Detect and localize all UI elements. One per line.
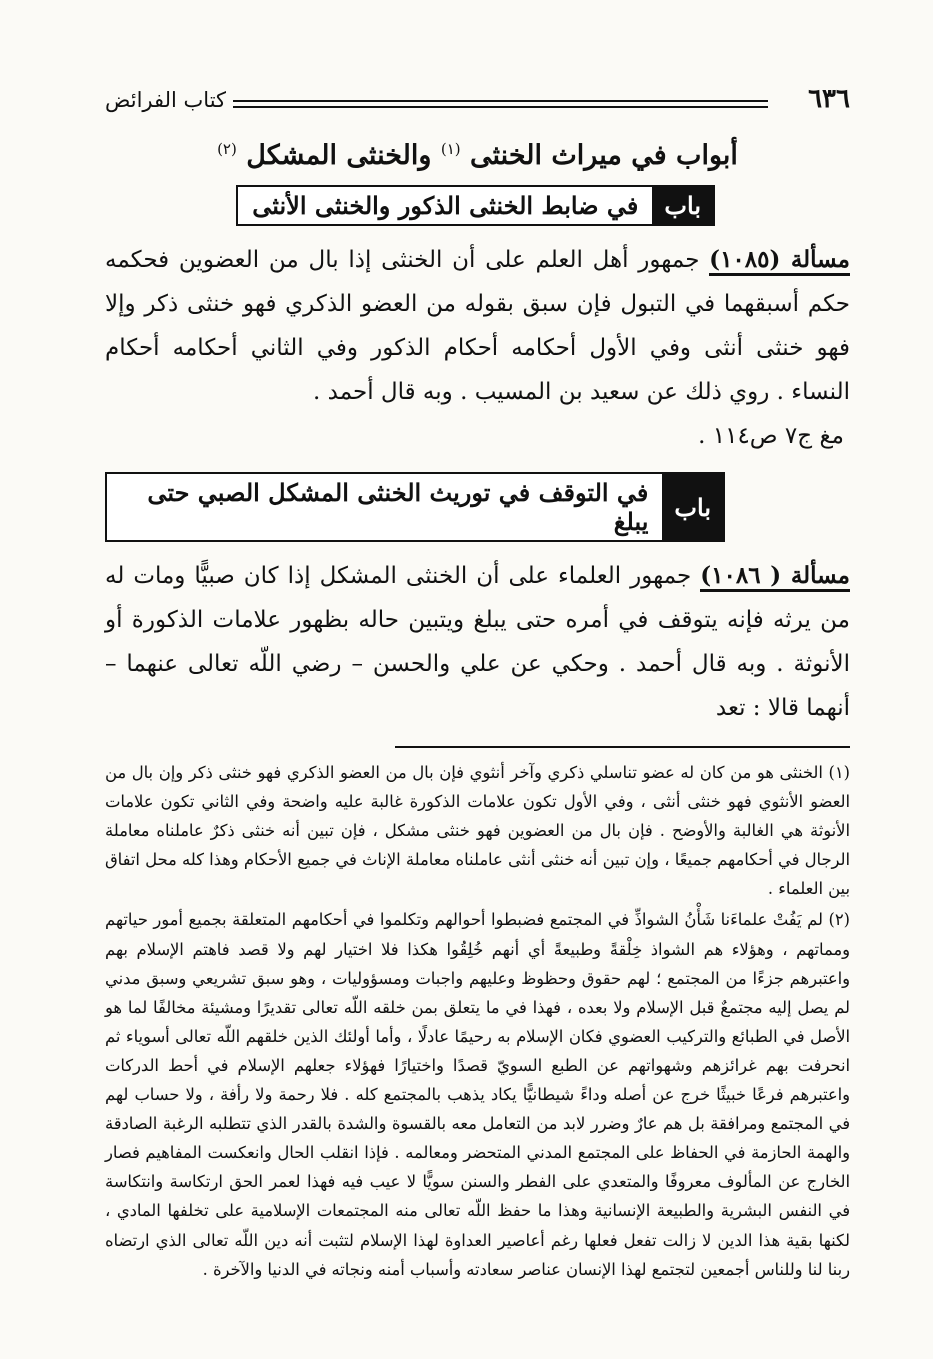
- issue-label: مسألة ( ١٠٨٦): [700, 562, 850, 592]
- heading-part-1: أبواب في ميراث الخنثى: [470, 140, 738, 171]
- footnote-mark-2: (٢): [217, 140, 237, 158]
- chapter-label: باب: [652, 187, 713, 224]
- page-number: ٦٣٦: [808, 84, 850, 114]
- footnote-separator: [395, 746, 850, 748]
- book-title: كتاب الفرائض: [105, 88, 227, 112]
- issue-1086: [105, 554, 850, 730]
- book-page: [105, 78, 850, 1284]
- footnote-mark-1: (١): [440, 140, 461, 158]
- chapter-title: في التوقف في توريث الخنثى المشكل الصبي حتى يبلغ: [147, 478, 649, 536]
- heading-part-2: والخنثى المشكل: [246, 140, 432, 171]
- issue-label: مسألة (١٠٨٥): [709, 246, 850, 276]
- chapter-heading-2: [105, 472, 725, 542]
- chapter-heading-1: [236, 185, 715, 226]
- section-heading: [105, 140, 850, 171]
- issue-reference: مغ ج٧ ص١١٤ .: [698, 423, 844, 449]
- chapter-label: باب: [662, 474, 723, 540]
- chapter-title: في ضابط الخنثى الذكور والخنثى الأنثى: [252, 191, 639, 220]
- issue-text: جمهور أهل العلم على أن الخنثى إذا بال من العضوين فحكمه حكم أسبقهما في التبول فإن سبق بقوله من العضو الذكري فهو خنثى ذكر وإلا فهو خنثى أنثى وفي الأول أحكامه أحكام الذكور وفي الثاني أحكامه أحكام النساء . روي ذلك عن سعيد بن المسيب . وبه قال أحمد .: [105, 247, 850, 405]
- footnote-2: (٢) لم يَفُتْ علماءَنا شَأْنُ الشواذِّ في المجتمع فضبطوا أحوالهم وتكلموا في أحكامهم المتعلقة بجميع أمور حياتهم ومماتهم ، وهؤلاء هم الشواذ خِلْقةً وطبيعةً أي أنهم خُلِقُوا هكذا فلا اختيار لهم ولا قصد فاهتم الإسلام بهم واعتبرهم جزءًا من المجتمع ؛ لهم حقوق وحظوظ وعليهم واجبات ومسؤوليات ، وهو سبق تشريعي وسبق مدني لم يصل إليه مجتمعٌ قبل الإسلام ولا بعده ، فهذا في ما يتعلق بمن خلقه اللّه تعالى تقديرًا ومشيئة مخالفًا لما هو الأصل في الطبائع والتركيب العضوي فكان الإسلام به رحيمًا عادلًا ، وأما أولئك الذين خلقهم اللّه تعالى أسوياء ثم انحرفت بهم غرائزهم وشهواتهم عن الطبع السويّ قصدًا واختيارًا فهؤلاء جعلهم الإسلام في أحط الدركات واعتبرهم فرعًا خبيثًا خرج عن أصله وداءً شيطانيًّا يكاد يذهب بالمجتمع كله . فلا رحمة ولا رأفة ، ولا حساب لهم في المجتمع ومرافقة بل هم عارٌ وضرر لابد من التعامل معه بالقسوة والشدة بالقدر الذي تتطلبه الرغبة الصادقة والهمة الحازمة في الحفاظ على المجتمع المدني المتحضر ومعالمه . فإذا انقلب الحال وانعكست المفاهيم فصار الخارج عن المألوف معروفًا والمتعدي على الفطر والسنن سويًّا لا عيب فيه فهذا لعمر الحق ارتكاسة وانتكاسة في النفس البشرية والطبيعة الإنسانية وهذا ما حفظ اللّه تعالى منه المجتمعات الإسلامية على تخلفها المادي ، لكنها بقية هذا الدين لا زالت تفعل فعلها رغم أعاصير العداوة لهذا الإسلام لتثبت أنه دين اللّه تعالى الذي ارتضاه ربنا لنا وللناس أجمعين لتجتمع لهذا الإنسان عناصر سعادته وأسباب أمنه ونجاته في الدنيا والآخرة .: [105, 910, 850, 1279]
- running-header: [105, 78, 850, 130]
- footnote-1: (١) الخنثى هو من كان له عضو تناسلي ذكري وآخر أنثوي فإن بال من العضو الذكري فهو خنثى ذكر وإن بال من العضو الأنثوي فهو خنثى أنثى ، وفي الأول تكون علامات الذكورة غالبة عليه واضحة وفي الثاني تكون علامات الأنوثة هي الغالبة والأوضح . فإن بال من العضوين فهو خنثى مشكل ، فإن تبين أنه خنثى ذكرٌ عاملناه معاملة الرجال في أحكامهم جميعًا ، وإن تبين أنه خنثى أنثى عاملناه معاملة الإناث في جميع الأحكام وهذا كله محل اتفاق بين العلماء .: [105, 763, 850, 899]
- issue-1085: [105, 238, 850, 414]
- issue-text: جمهور العلماء على أن الخنثى المشكل إذا كان صبيًّا ومات له من يرثه فإنه يتوقف في أمره حتى يبلغ ويتبين حاله بظهور علامات الذكورة أو الأنوثة . وبه قال أحمد . وحكي عن علي والحسن – رضي اللّه تعالى عنهما – أنهما قالا : تعد: [105, 563, 850, 721]
- header-rule: [233, 100, 768, 108]
